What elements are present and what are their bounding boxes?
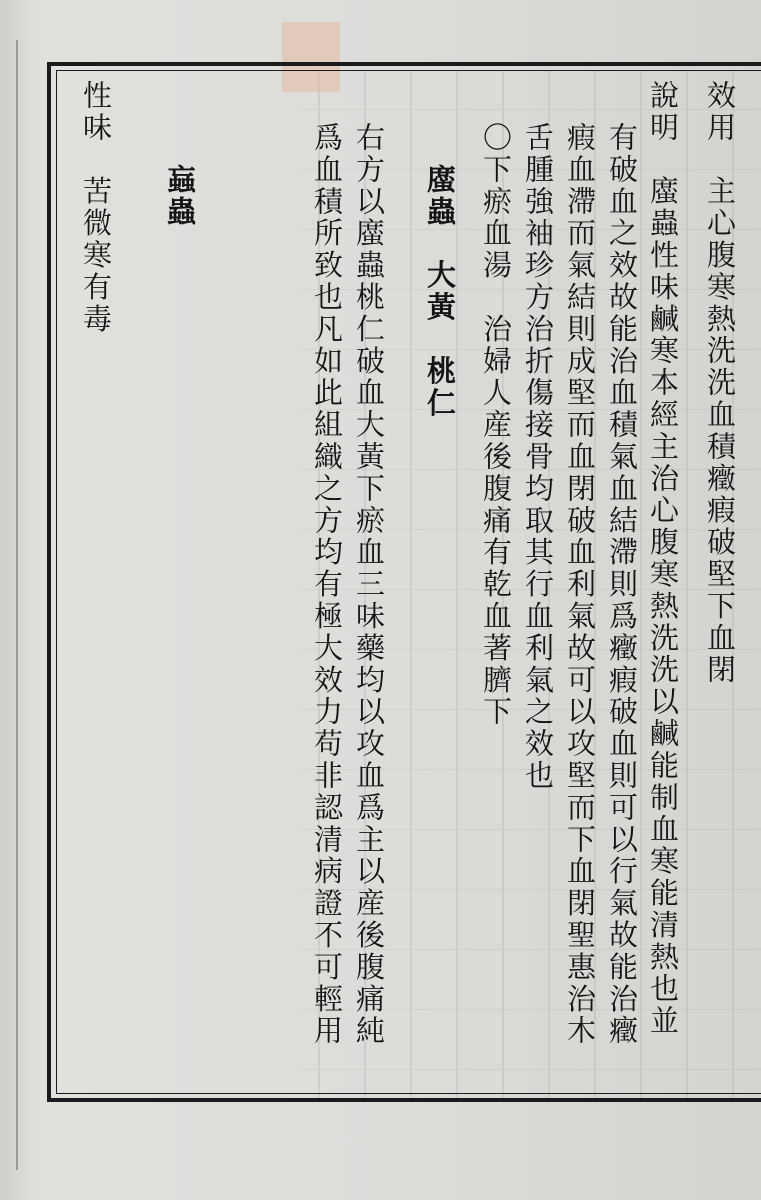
column-text: 爲血積所致也凡如此組織之方均有極大效力苟非認清病證不可輕用 bbox=[310, 122, 344, 1048]
formula-title: 〇下瘀血湯 治婦人産後腹痛有乾血著臍下 bbox=[479, 122, 513, 729]
column-text: 右方以䗪蟲桃仁破血大黃下瘀血三味藥均以攻血爲主以産後腹痛純 bbox=[352, 122, 386, 1048]
text-column-8 bbox=[349, 122, 389, 1047]
text-column-2 bbox=[643, 80, 683, 1037]
text-column-7-ingredients bbox=[420, 164, 460, 419]
text-column-9 bbox=[307, 122, 347, 1047]
text-column-properties bbox=[76, 80, 116, 335]
text-column-3 bbox=[602, 122, 642, 1047]
entry-title: 蝱蟲 bbox=[163, 164, 197, 228]
column-text: 瘕血滯而氣結則成堅而血閉破血利氣故可以攻堅而下血閉聖惠治木 bbox=[563, 122, 597, 1048]
text-column-4 bbox=[560, 122, 600, 1047]
ingredient-list: 䗪蟲 大黃 桃仁 bbox=[423, 164, 457, 420]
column-text: 䗪蟲性味鹹寒本經主治心腹寒熱洗洗以鹹能制血寒能清熱也並 bbox=[646, 175, 680, 1038]
text-column-5 bbox=[518, 122, 558, 792]
column-text-visible: 有破血之效故能治血積氣血結滯則爲癥瘕破血則可以行氣故能治癥 bbox=[605, 122, 639, 1048]
column-text: 舌腫強袖珍方治折傷接骨均取其行血利氣之效也 bbox=[521, 122, 555, 792]
entry-heading-gadfly bbox=[160, 164, 200, 228]
text-column-1 bbox=[700, 80, 740, 686]
page-edge bbox=[16, 40, 18, 1170]
column-text: 性味 苦微寒有毒 bbox=[79, 80, 113, 336]
text-column-6 bbox=[476, 122, 516, 728]
column-text: 效用 主心腹寒熱洗洗血積癥瘕破堅下血閉 bbox=[703, 80, 737, 687]
section-heading-explanation: 說明 bbox=[646, 80, 680, 176]
